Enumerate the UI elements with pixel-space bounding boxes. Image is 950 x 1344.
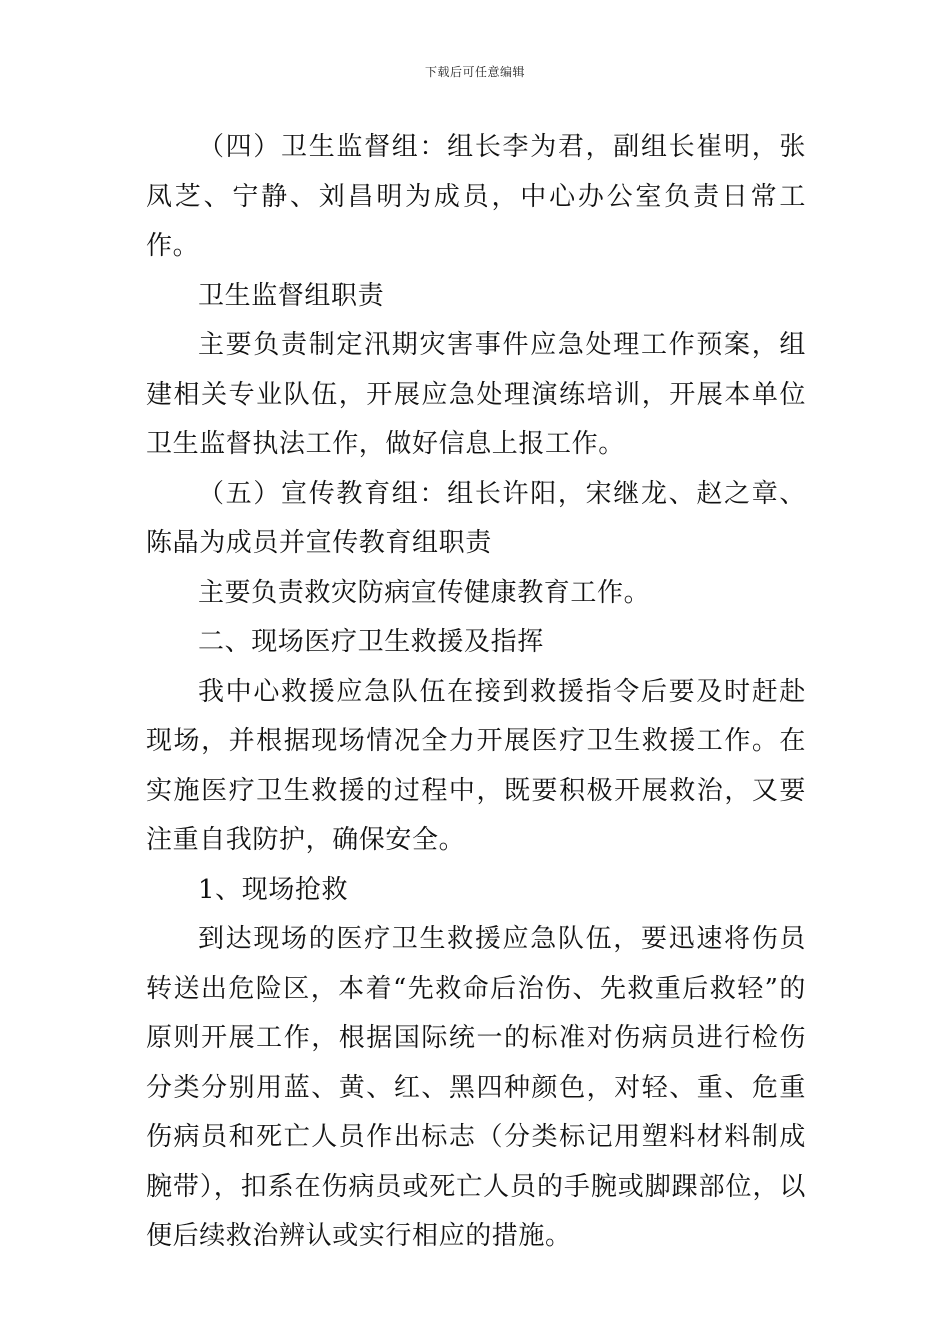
paragraph-publicity-group: （五）宣传教育组：组长许阳，宋继龙、赵之章、陈晶为成员并宣传教育组职责 [146, 478, 806, 558]
paragraph-supervision-group: （四）卫生监督组：组长李为君，副组长崔明，张凤芝、宁静、刘昌明为成员，中心办公室负责日常工作。 [146, 132, 806, 261]
page-header: 下载后可任意编辑 [424, 65, 525, 79]
paragraph-publicity-duties: 主要负责救灾防病宣传健康教育工作。 [198, 577, 651, 608]
paragraph-supervision-duties-heading: 卫生监督组职责 [198, 280, 385, 311]
subheading-onsite-first-aid: 1、现场抢救 [198, 874, 349, 905]
section-heading-onsite-rescue: 二、现场医疗卫生救援及指挥 [198, 627, 544, 657]
paragraph-rescue-team: 我中心救援应急队伍在接到救援指令后要及时赶赴现场，并根据现场情况全力开展医疗卫生救援工作。在实施医疗卫生救援的过程中，既要积极开展救治，又要注重自我防护，确保安全。 [146, 676, 806, 855]
paragraph-first-aid-procedure: 到达现场的医疗卫生救援应急队伍，要迅速将伤员转送出危险区，本着“先救命后治伤、先救重后救轻”的原则开展工作，根据国际统一的标准对伤病员进行检伤分类分别用蓝、黄、红、黑四种颜色，对轻、重、危重伤病员和死亡人员作出标志（分类标记用塑料材料制成腕带），扣系在伤病员或死亡人员的手腕或脚踝部位，以便后续救治辨认或实行相应的措施。 [146, 924, 806, 1251]
document-body [146, 123, 806, 1262]
paragraph-supervision-duties: 主要负责制定汛期灾害事件应急处理工作预案，组建相关专业队伍，开展应急处理演练培训，开展本单位卫生监督执法工作，做好信息上报工作。 [146, 330, 806, 459]
